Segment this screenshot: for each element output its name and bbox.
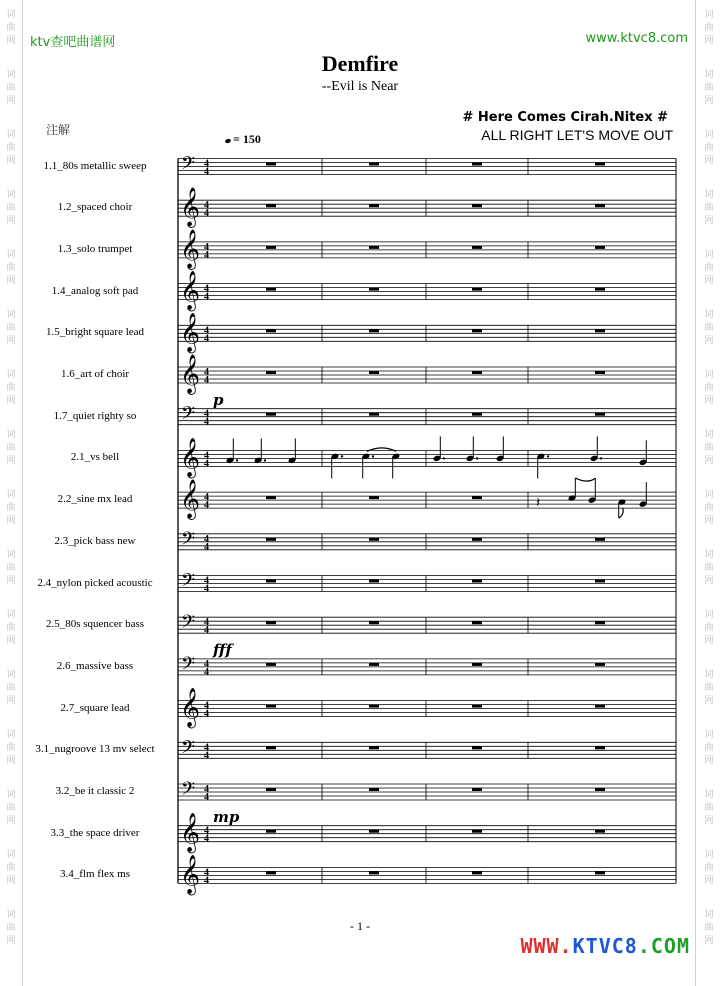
watermark-char: 词: [6, 310, 16, 320]
whole-rest: [369, 329, 379, 332]
whole-rest: [266, 413, 276, 416]
whole-rest: [369, 746, 379, 749]
whole-rest: [266, 538, 276, 541]
whole-rest: [266, 788, 276, 791]
watermark-char: 网: [704, 276, 714, 286]
time-signature-top: 4: [204, 825, 209, 837]
watermark-char: 曲: [6, 443, 16, 453]
watermark-char: 曲: [704, 23, 714, 33]
watermark-char: 曲: [704, 203, 714, 213]
watermark-char: 词: [6, 130, 16, 140]
watermark-char: 词: [704, 610, 714, 620]
watermark-char: 网: [6, 156, 16, 166]
time-signature-bottom: 4: [204, 166, 209, 178]
watermark-char: 网: [6, 576, 16, 586]
whole-rest: [472, 580, 482, 583]
time-signature-bottom: 4: [204, 249, 209, 261]
time-signature-top: 4: [204, 200, 209, 212]
whole-rest: [472, 705, 482, 708]
site-url-link[interactable]: www.ktvc8.com: [585, 31, 688, 46]
dynamic-marking: mp: [213, 807, 240, 826]
watermark-char: 词: [704, 310, 714, 320]
watermark-char: 词: [704, 370, 714, 380]
whole-rest: [595, 621, 605, 624]
whole-rest: [266, 830, 276, 833]
whole-rest: [369, 871, 379, 874]
whole-rest: [266, 288, 276, 291]
whole-rest: [266, 580, 276, 583]
whole-rest: [369, 288, 379, 291]
watermark-char: 网: [704, 816, 714, 826]
slur-curve: [575, 478, 595, 481]
treble-clef-icon: 𝄞: [180, 437, 201, 478]
whole-rest: [472, 871, 482, 874]
watermark-char: 网: [704, 696, 714, 706]
watermark-char: 网: [704, 876, 714, 886]
watermark-char: 网: [704, 456, 714, 466]
watermark-char: 词: [704, 910, 714, 920]
watermark-char: 曲: [6, 263, 16, 273]
whole-rest: [369, 830, 379, 833]
whole-rest: [472, 204, 482, 207]
instrument-name: 1.1_80s metallic sweep: [43, 159, 147, 172]
score-title: Demfire: [321, 51, 399, 76]
whole-rest: [595, 788, 605, 791]
time-signature-bottom: 4: [204, 375, 209, 386]
whole-rest: [472, 163, 482, 166]
watermark-char: 曲: [704, 263, 714, 273]
time-signature-top: 4: [204, 617, 209, 629]
watermark-char: 网: [6, 756, 16, 766]
time-signature-bottom: 4: [204, 875, 209, 887]
time-signature-top: 4: [204, 283, 209, 295]
instrument-name: 1.7_quiet righty so: [53, 409, 137, 422]
instrument-name: 2.7_square lead: [60, 701, 130, 714]
whole-rest: [595, 538, 605, 541]
whole-rest: [595, 830, 605, 833]
whole-rest: [595, 871, 605, 874]
watermark-char: 曲: [6, 503, 16, 513]
watermark-char: 网: [6, 336, 16, 346]
whole-rest: [266, 329, 276, 332]
watermark-char: 曲: [704, 623, 714, 633]
time-signature-top: 4: [204, 533, 209, 545]
watermark-char: 网: [704, 936, 714, 946]
watermark-char: 曲: [704, 83, 714, 93]
treble-clef-icon: 𝄞: [180, 270, 201, 311]
watermark-char: 词: [704, 550, 714, 560]
credit-line-2: ALL RIGHT LET'S MOVE OUT: [481, 127, 673, 143]
whole-rest: [595, 580, 605, 583]
whole-rest: [595, 663, 605, 666]
watermark-char: 曲: [704, 503, 714, 513]
treble-clef-icon: 𝄞: [180, 479, 201, 520]
watermark-char: 网: [6, 696, 16, 706]
whole-rest: [369, 371, 379, 374]
dynamic-marking: fff: [213, 640, 232, 659]
watermark-char: 曲: [6, 863, 16, 873]
bass-clef-icon: 𝄢: [181, 570, 196, 596]
watermark-char: 曲: [6, 383, 16, 393]
watermark-char: 网: [6, 936, 16, 946]
whole-rest: [472, 371, 482, 374]
time-signature-top: 4: [204, 867, 209, 879]
instrument-name: 2.5_80s squencer bass: [45, 618, 145, 631]
bass-clef-icon: 𝄢: [181, 153, 196, 179]
watermark-char: 词: [704, 850, 714, 860]
watermark-char: 网: [704, 96, 714, 106]
instrument-name: 3.1_nugroove 13 mv select: [35, 743, 155, 756]
bass-clef-icon: 𝄢: [181, 528, 196, 554]
whole-rest: [266, 871, 276, 874]
whole-rest: [472, 329, 482, 332]
instrument-name: 1.6_art of choir: [60, 368, 130, 380]
footer-url-prefix: WWW.: [520, 934, 573, 958]
watermark-char: 词: [704, 730, 714, 740]
watermark-char: 词: [6, 430, 16, 440]
watermark-char: 词: [6, 10, 16, 20]
time-signature-top: 4: [204, 408, 209, 420]
time-signature-top: 4: [204, 158, 209, 170]
watermark-char: 网: [6, 36, 16, 46]
watermark-char: 曲: [6, 23, 16, 33]
time-signature-top: 4: [204, 492, 209, 504]
time-signature-top: 4: [204, 658, 209, 670]
whole-rest: [369, 413, 379, 416]
time-signature-top: 4: [204, 742, 209, 754]
whole-rest: [369, 538, 379, 541]
time-signature-bottom: 4: [204, 750, 209, 762]
whole-rest: [595, 163, 605, 166]
notes-label: 注解: [46, 123, 71, 137]
instrument-name: 1.2_spaced choir: [57, 201, 133, 214]
watermark-char: 词: [6, 790, 16, 800]
time-signature-bottom: 4: [204, 666, 209, 678]
augmentation-dot: [236, 459, 238, 461]
augmentation-dot: [341, 455, 343, 457]
watermark-char: 网: [6, 816, 16, 826]
watermark-char: 曲: [6, 743, 16, 753]
watermark-char: 词: [704, 190, 714, 200]
treble-clef-icon: 𝄞: [180, 312, 201, 353]
instrument-name: 2.2_sine mx lead: [57, 493, 133, 506]
time-signature-bottom: 4: [204, 291, 209, 303]
watermark-char: 曲: [704, 143, 714, 153]
watermark-char: 网: [6, 96, 16, 106]
whole-rest: [472, 788, 482, 791]
time-signature-top: 4: [204, 367, 209, 378]
watermark-char: 网: [704, 396, 714, 406]
time-signature-top: 4: [204, 575, 209, 587]
instrument-name: 3.4_flm flex ms: [60, 868, 130, 881]
time-signature-bottom: 4: [204, 458, 209, 470]
watermark-char: 词: [704, 490, 714, 500]
watermark-char: 词: [6, 910, 16, 920]
watermark-char: 曲: [704, 383, 714, 393]
watermark-char: 词: [704, 250, 714, 260]
whole-rest: [369, 163, 379, 166]
whole-rest: [595, 705, 605, 708]
whole-rest: [472, 663, 482, 666]
time-signature-top: 4: [204, 241, 209, 253]
whole-rest: [266, 371, 276, 374]
whole-rest: [369, 663, 379, 666]
tempo-value: = 150: [233, 132, 261, 146]
bass-clef-icon: 𝄢: [181, 737, 196, 763]
augmentation-dot: [600, 457, 602, 459]
footer-url-brand: KTVC8: [572, 934, 638, 958]
augmentation-dot: [372, 455, 374, 457]
treble-clef-icon: 𝄞: [180, 354, 201, 394]
treble-clef-icon: 𝄞: [180, 812, 201, 853]
watermark-char: 网: [6, 876, 16, 886]
watermark-char: 曲: [704, 443, 714, 453]
time-signature-bottom: 4: [204, 583, 209, 595]
whole-rest: [595, 204, 605, 207]
treble-clef-icon: 𝄞: [180, 187, 201, 228]
whole-rest: [266, 204, 276, 207]
time-signature-bottom: 4: [204, 833, 209, 845]
whole-rest: [266, 163, 276, 166]
note-flag: [619, 508, 624, 518]
watermark-char: 词: [704, 430, 714, 440]
whole-rest: [595, 329, 605, 332]
watermark-char: 曲: [6, 683, 16, 693]
watermark-char: 词: [6, 850, 16, 860]
watermark-char: 曲: [704, 863, 714, 873]
watermark-char: 网: [704, 576, 714, 586]
tie-curve: [367, 448, 396, 452]
whole-rest: [369, 204, 379, 207]
watermark-char: 网: [6, 516, 16, 526]
watermark-char: 网: [6, 456, 16, 466]
time-signature-bottom: 4: [204, 541, 209, 553]
instrument-name: 1.3_solo trumpet: [57, 242, 133, 255]
watermark-char: 词: [6, 550, 16, 560]
bass-clef-icon: 𝄢: [181, 403, 196, 429]
watermark-char: 词: [704, 10, 714, 20]
watermark-char: 曲: [6, 623, 16, 633]
instrument-name: 3.2_be it classic 2: [55, 785, 135, 797]
time-signature-top: 4: [204, 450, 209, 462]
watermark-char: 网: [704, 516, 714, 526]
augmentation-dot: [264, 459, 266, 461]
augmentation-dot: [547, 455, 549, 457]
whole-rest: [266, 496, 276, 499]
whole-rest: [472, 413, 482, 416]
instrument-name: 1.4_analog soft pad: [51, 284, 139, 297]
watermark-char: 网: [6, 276, 16, 286]
time-signature-top: 4: [204, 700, 209, 712]
watermark-char: 曲: [6, 323, 16, 333]
watermark-char: 词: [704, 790, 714, 800]
time-signature-bottom: 4: [204, 333, 209, 345]
time-signature-bottom: 4: [204, 792, 209, 803]
watermark-char: 词: [704, 670, 714, 680]
time-signature-bottom: 4: [204, 625, 209, 637]
watermark-char: 网: [6, 216, 16, 226]
whole-rest: [472, 746, 482, 749]
time-signature-bottom: 4: [204, 500, 209, 512]
time-signature-bottom: 4: [204, 208, 209, 220]
whole-rest: [472, 830, 482, 833]
watermark-char: 词: [6, 250, 16, 260]
whole-rest: [266, 746, 276, 749]
whole-rest: [595, 371, 605, 374]
watermark-char: 曲: [6, 803, 16, 813]
footer-url-suffix: .COM: [637, 934, 690, 958]
credit-line-1: # Here Comes Cirah.Nitex #: [462, 110, 668, 125]
watermark-char: 词: [6, 730, 16, 740]
watermark-char: 曲: [704, 803, 714, 813]
whole-rest: [595, 288, 605, 291]
watermark-char: 曲: [6, 563, 16, 573]
watermark-char: 词: [6, 670, 16, 680]
site-name-link[interactable]: ktv查吧曲谱网: [30, 35, 116, 50]
watermark-char: 曲: [704, 923, 714, 933]
time-signature-top: 4: [204, 784, 209, 795]
watermark-char: 曲: [704, 563, 714, 573]
watermark-char: 词: [704, 70, 714, 80]
watermark-char: 曲: [704, 683, 714, 693]
whole-rest: [595, 413, 605, 416]
instrument-name: 1.5_bright square lead: [45, 326, 145, 339]
watermark-char: 网: [704, 336, 714, 346]
watermark-char: 词: [6, 70, 16, 80]
time-signature-bottom: 4: [204, 416, 209, 428]
page-number: - 1 -: [350, 919, 370, 933]
watermark-char: 网: [704, 636, 714, 646]
watermark-char: 网: [704, 756, 714, 766]
bass-clef-icon: 𝄢: [181, 653, 196, 679]
watermark-char: 网: [6, 396, 16, 406]
whole-rest: [266, 246, 276, 249]
watermark-char: 曲: [6, 923, 16, 933]
footer-url[interactable]: [520, 934, 690, 958]
watermark-char: 曲: [704, 743, 714, 753]
whole-rest: [369, 621, 379, 624]
watermark-char: 曲: [6, 143, 16, 153]
instrument-name: 2.3_pick bass new: [54, 534, 136, 547]
watermark-char: 词: [6, 370, 16, 380]
whole-rest: [369, 788, 379, 791]
watermark-char: 网: [704, 36, 714, 46]
time-signature-top: 4: [204, 325, 209, 337]
quarter-rest-icon: 𝄽: [536, 495, 541, 512]
whole-rest: [472, 621, 482, 624]
whole-rest: [472, 288, 482, 291]
whole-rest: [369, 705, 379, 708]
treble-clef-icon: 𝄞: [180, 854, 201, 895]
whole-rest: [472, 538, 482, 541]
augmentation-dot: [476, 457, 478, 459]
dynamic-marking: p: [213, 390, 224, 409]
whole-rest: [266, 663, 276, 666]
augmentation-dot: [443, 457, 445, 459]
instrument-name: 2.1_vs bell: [70, 451, 120, 464]
whole-rest: [369, 580, 379, 583]
watermark-char: 曲: [6, 83, 16, 93]
watermark-char: 词: [6, 190, 16, 200]
whole-rest: [369, 246, 379, 249]
instrument-name: 3.3_the space driver: [50, 826, 140, 839]
watermark-char: 曲: [6, 203, 16, 213]
whole-rest: [595, 246, 605, 249]
watermark-char: 词: [6, 610, 16, 620]
watermark-char: 词: [704, 130, 714, 140]
whole-rest: [595, 746, 605, 749]
whole-rest: [266, 621, 276, 624]
bass-clef-icon: 𝄢: [181, 779, 196, 804]
whole-rest: [472, 246, 482, 249]
watermark-char: 网: [704, 216, 714, 226]
instrument-name: 2.4_nylon picked acoustic: [37, 576, 153, 589]
treble-clef-icon: 𝄞: [180, 228, 201, 269]
whole-rest: [369, 496, 379, 499]
bass-clef-icon: 𝄢: [181, 612, 196, 638]
watermark-char: 网: [704, 156, 714, 166]
whole-rest: [266, 705, 276, 708]
instrument-name: 2.6_massive bass: [56, 659, 134, 672]
watermark-char: 网: [6, 636, 16, 646]
score-subtitle: --Evil is Near: [321, 79, 399, 94]
time-signature-bottom: 4: [204, 708, 209, 720]
watermark-char: 曲: [704, 323, 714, 333]
watermark-char: 词: [6, 490, 16, 500]
whole-rest: [472, 496, 482, 499]
treble-clef-icon: 𝄞: [180, 687, 201, 728]
